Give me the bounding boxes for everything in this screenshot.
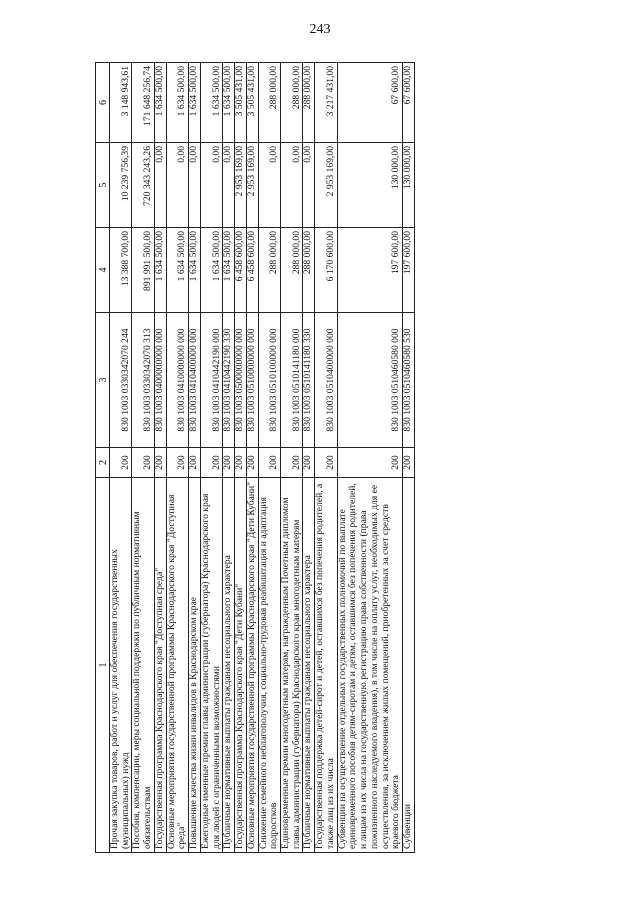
row-classifier: 830 1003 0510100000 000: [258, 313, 280, 448]
row-executed-amount: 2 953 169,00: [235, 143, 247, 228]
row-name: Пособия, компенсации, меры социальной поддержки по публичным нормативным обязательствам: [132, 478, 154, 853]
row-remaining-amount: 3 505 431,00: [246, 63, 258, 143]
row-executed-amount: 0,00: [223, 143, 235, 228]
row-executed-amount: 0,00: [154, 143, 166, 228]
row-executed-amount: 130 000,00: [403, 143, 415, 228]
row-classifier: 830 1003 0410000000 000: [166, 313, 188, 448]
row-name: Прочая закупка товаров, работ и услуг для обеспечения государственных (муниципальных) нужд: [110, 478, 132, 853]
row-executed-amount: 0,00: [258, 143, 280, 228]
row-code: 200: [315, 448, 337, 478]
table-row: [337, 63, 402, 853]
row-name: Публичные нормативные выплаты гражданам несоциального характера: [303, 478, 315, 853]
row-classifier: 830 1003 0510141180 000: [281, 313, 303, 448]
table-row: [315, 63, 337, 853]
table-row: [132, 63, 154, 853]
row-remaining-amount: 3 217 431,00: [315, 63, 337, 143]
page-number: 243: [309, 22, 331, 37]
row-classifier: 830 1003 0510000000 000: [246, 313, 258, 448]
row-name: Единовременные премии многодетным матерям, награжденным Почетным дипломом главы администрации (губернатора) Краснодарского края многодетным матерям: [281, 478, 303, 853]
row-remaining-amount: 1 634 500,00: [154, 63, 166, 143]
row-remaining-amount: 1 634 500,00: [223, 63, 235, 143]
row-name: Государственная поддержка детей-сирот и детей, оставшихся без попечения родителей, а также лиц из их числа: [315, 478, 337, 853]
row-name: Ежегодные именные премии главы администрации (губернатора) Краснодарского края для людей с ограниченными возможностями: [200, 478, 222, 853]
row-classifier: 830 1003 0330342070 244: [110, 313, 132, 448]
row-name: Повышение качества жизни инвалидов в Краснодарском крае: [189, 478, 201, 853]
row-plan-amount: 6 458 600,00: [235, 228, 247, 313]
budget-table-sheet: [95, 63, 603, 853]
row-plan-amount: 288 000,00: [303, 228, 315, 313]
row-code: 200: [258, 448, 280, 478]
row-classifier: 830 1003 0500000000 000: [235, 313, 247, 448]
row-classifier: 830 1003 0330342070 313: [132, 313, 154, 448]
row-name: Снижение семейного неблагополучия, социально-трудовая реабилитация и адаптация подростков: [258, 478, 280, 853]
row-classifier: 830 1003 0510141180 330: [303, 313, 315, 448]
row-remaining-amount: 67 600,00: [337, 63, 402, 143]
budget-table: [95, 62, 415, 853]
row-code: 200: [132, 448, 154, 478]
row-plan-amount: 197 600,00: [403, 228, 415, 313]
column-header: 5: [96, 143, 110, 228]
row-executed-amount: 2 953 169,00: [315, 143, 337, 228]
row-plan-amount: 13 388 700,00: [110, 228, 132, 313]
row-code: 200: [166, 448, 188, 478]
row-remaining-amount: 1 634 500,00: [189, 63, 201, 143]
header-row: [96, 63, 110, 853]
row-remaining-amount: 288 000,00: [303, 63, 315, 143]
row-executed-amount: 2 953 169,00: [246, 143, 258, 228]
row-executed-amount: 0,00: [200, 143, 222, 228]
row-classifier: 830 1003 0510460580 000: [337, 313, 402, 448]
row-plan-amount: 1 634 500,00: [154, 228, 166, 313]
row-remaining-amount: 67 600,00: [403, 63, 415, 143]
row-code: 200: [235, 448, 247, 478]
row-remaining-amount: 3 148 943,61: [110, 63, 132, 143]
row-executed-amount: 10 239 756,39: [110, 143, 132, 228]
row-code: 200: [154, 448, 166, 478]
row-remaining-amount: 288 000,00: [258, 63, 280, 143]
column-header: 2: [96, 448, 110, 478]
row-remaining-amount: 1 634 500,00: [166, 63, 188, 143]
row-plan-amount: 1 634 500,00: [166, 228, 188, 313]
table-row: [246, 63, 258, 853]
row-remaining-amount: 288 000,00: [281, 63, 303, 143]
row-code: 200: [200, 448, 222, 478]
row-classifier: 830 1003 0410442190 000: [200, 313, 222, 448]
table-row: [189, 63, 201, 853]
table-row: [166, 63, 188, 853]
row-classifier: 830 1003 0410400000 000: [189, 313, 201, 448]
row-classifier: 830 1003 0400000000 000: [154, 313, 166, 448]
row-executed-amount: 720 343 243,26: [132, 143, 154, 228]
row-code: 200: [110, 448, 132, 478]
row-executed-amount: 0,00: [281, 143, 303, 228]
row-plan-amount: 6 170 600,00: [315, 228, 337, 313]
row-name: Субвенции: [403, 478, 415, 853]
row-plan-amount: 6 458 600,00: [246, 228, 258, 313]
table-row: [200, 63, 222, 853]
column-header: 1: [96, 478, 110, 853]
row-code: 200: [281, 448, 303, 478]
row-plan-amount: 1 634 500,00: [200, 228, 222, 313]
column-header: 4: [96, 228, 110, 313]
row-executed-amount: 0,00: [189, 143, 201, 228]
column-header: 6: [96, 63, 110, 143]
row-code: 200: [403, 448, 415, 478]
row-name: Основные мероприятия государственной программы Краснодарского края "Доступная среда": [166, 478, 188, 853]
table-row: [258, 63, 280, 853]
table-row: [110, 63, 132, 853]
row-executed-amount: 0,00: [303, 143, 315, 228]
table-row: [223, 63, 235, 853]
row-code: 200: [246, 448, 258, 478]
row-plan-amount: 288 000,00: [281, 228, 303, 313]
row-code: 200: [303, 448, 315, 478]
row-code: 200: [223, 448, 235, 478]
row-name: Субвенции на осуществление отдельных государственных полномочий по выплате единовременного пособия детям-сиротам и детям, оставшимся без попечения родителей, и лицам из их числа на государственную регистрацию права собственности (права пожизненного наследуемого владения), в том числе на оплату услуг, необходимых для ее осуществления, за исключением жилых помещений, приобретенных за счет средств краевого бюджета: [337, 478, 402, 853]
row-executed-amount: 0,00: [166, 143, 188, 228]
table-row: [154, 63, 166, 853]
row-plan-amount: 1 634 500,00: [223, 228, 235, 313]
row-classifier: 830 1003 0410442190 330: [223, 313, 235, 448]
table-row: [281, 63, 303, 853]
row-plan-amount: 288 000,00: [258, 228, 280, 313]
row-name: Основные мероприятия государственной программы Краснодарского края "Дети Кубани": [246, 478, 258, 853]
row-plan-amount: 197 600,00: [337, 228, 402, 313]
row-code: 200: [337, 448, 402, 478]
row-remaining-amount: 1 634 500,00: [200, 63, 222, 143]
row-name: Государственная программа Краснодарского края "Доступная среда": [154, 478, 166, 853]
row-name: Публичные нормативные выплаты гражданам несоциального характера: [223, 478, 235, 853]
row-executed-amount: 130 000,00: [337, 143, 402, 228]
table-row: [403, 63, 415, 853]
row-classifier: 830 1003 0510400000 000: [315, 313, 337, 448]
row-code: 200: [189, 448, 201, 478]
row-classifier: 830 1003 0510460580 530: [403, 313, 415, 448]
row-remaining-amount: 171 648 256,74: [132, 63, 154, 143]
row-name: Государственная программа Краснодарского края "Дети Кубани": [235, 478, 247, 853]
column-header: 3: [96, 313, 110, 448]
row-remaining-amount: 3 505 431,00: [235, 63, 247, 143]
row-plan-amount: 891 991 500,00: [132, 228, 154, 313]
table-row: [235, 63, 247, 853]
row-plan-amount: 1 634 500,00: [189, 228, 201, 313]
table-row: [303, 63, 315, 853]
